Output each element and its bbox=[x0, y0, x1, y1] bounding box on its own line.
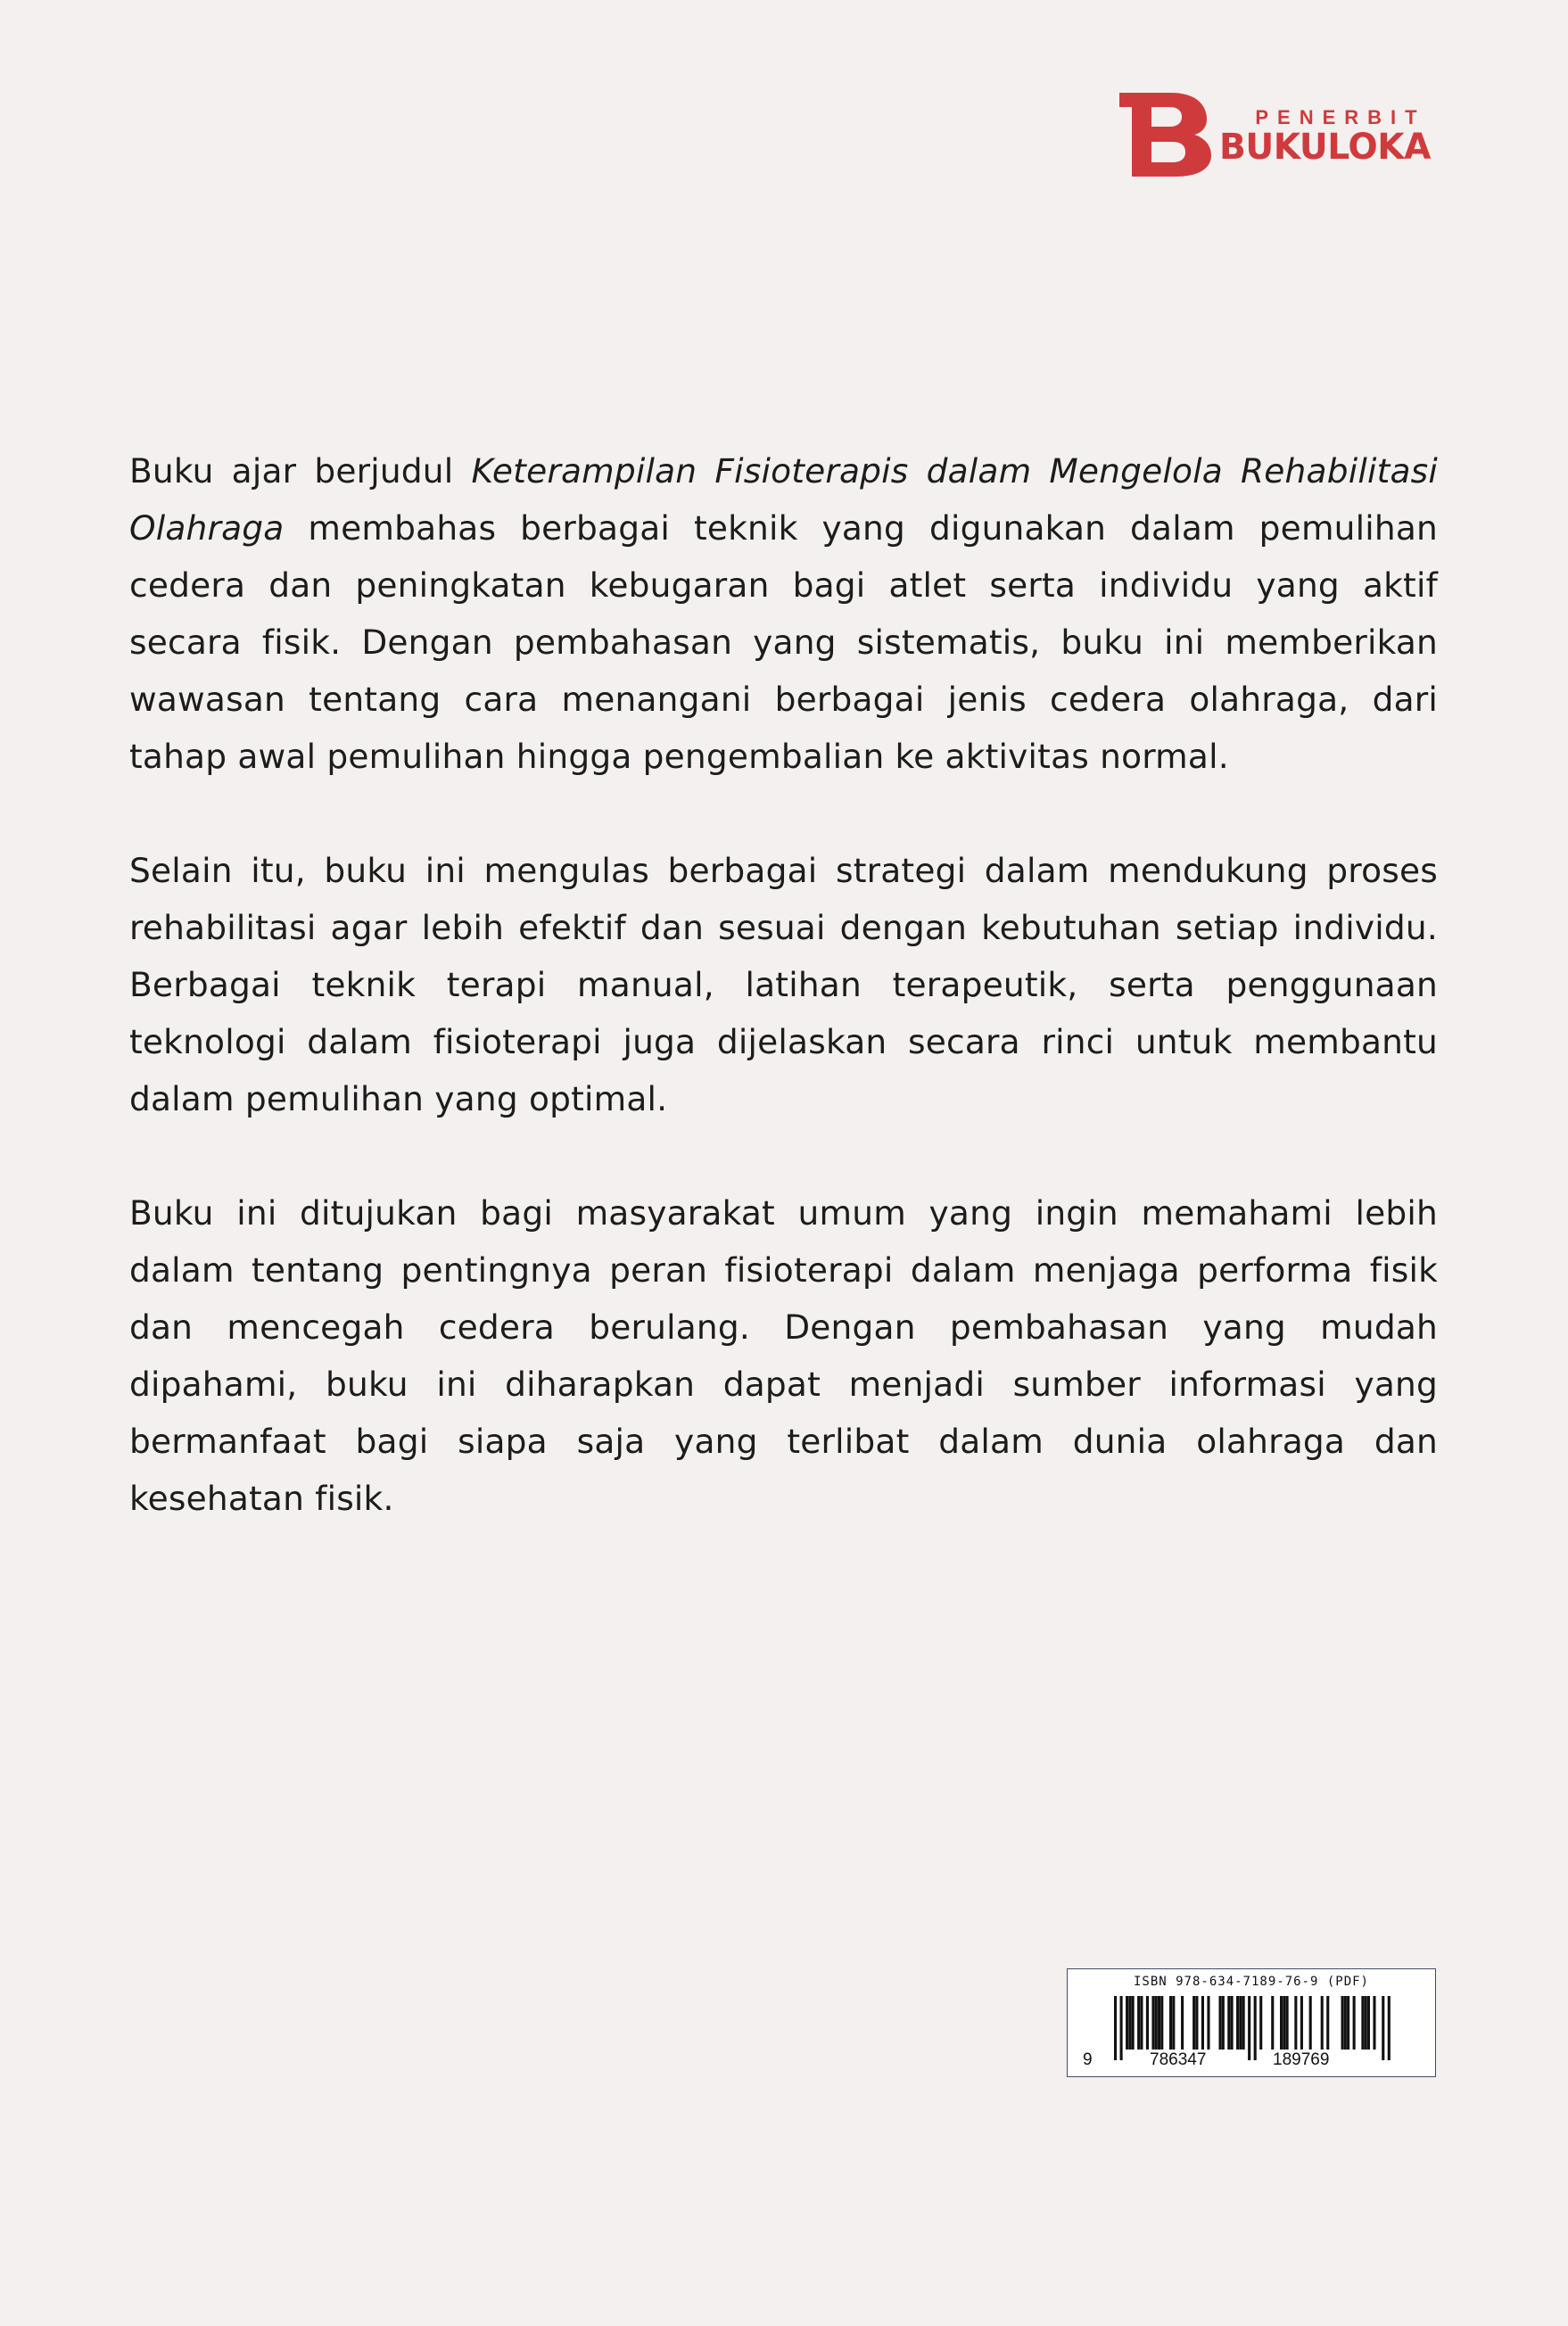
barcode-bar bbox=[1201, 1996, 1204, 2050]
barcode-bar bbox=[1248, 1996, 1250, 2060]
barcode-bar bbox=[1254, 1996, 1257, 2060]
barcode-digits-right: 189769 bbox=[1269, 2051, 1333, 2069]
publisher-logo bbox=[1119, 93, 1439, 177]
barcode-bar bbox=[1181, 1996, 1184, 2050]
barcode-bar bbox=[1373, 1996, 1375, 2050]
barcode-bar bbox=[1151, 1996, 1154, 2050]
barcode-bar bbox=[1160, 1996, 1163, 2050]
description-paragraph-3: Buku ini ditujukan bagi masyarakat umum yang ingin memahami lebih dalam tentang pentingnya peran fisioterapi dalam menjaga performa fisik dan mencegah cedera berulang. Dengan pembahasan yang mudah dipahami, buku ini diharapkan dapat menjadi sumber informasi yang bermanfaat bagi siapa saja yang terlibat dalam dunia olahraga dan kesehatan fisik. bbox=[129, 1193, 1438, 1518]
barcode-bar bbox=[1114, 1996, 1117, 2060]
barcode-bar bbox=[1172, 1996, 1175, 2050]
barcode-bar bbox=[1236, 1996, 1239, 2050]
barcode-bar bbox=[1242, 1996, 1245, 2050]
barcode-digits-left: 786347 bbox=[1146, 2051, 1209, 2069]
description-paragraph-1 bbox=[129, 442, 1438, 785]
barcode-bar bbox=[1222, 1996, 1225, 2050]
barcode-digit-first: 9 bbox=[1083, 2050, 1093, 2069]
barcode-bar bbox=[1309, 1996, 1312, 2050]
barcode-bar bbox=[1367, 1996, 1370, 2050]
barcode-bar bbox=[1341, 1996, 1344, 2050]
barcode-bar bbox=[1365, 1996, 1367, 2050]
book-title: Keterampilan Fisioterapis dalam Mengelola Rehabilitasi Olahraga bbox=[129, 451, 1439, 548]
isbn-label: ISBN 978-634-7189-76-9 (PDF) bbox=[1133, 1975, 1369, 1989]
barcode-bar bbox=[1128, 1996, 1131, 2050]
barcode-bar bbox=[1361, 1996, 1364, 2050]
barcode-bar bbox=[1207, 1996, 1209, 2050]
paragraph-1-lead: Buku ajar berjudul bbox=[129, 451, 472, 491]
barcode-bar bbox=[1321, 1996, 1324, 2050]
publisher-label-big: BUKULOKA bbox=[1219, 127, 1431, 168]
barcode-bar bbox=[1283, 1996, 1285, 2050]
book-description bbox=[129, 442, 1438, 1527]
barcode-bar bbox=[1239, 1996, 1242, 2050]
barcode-bar bbox=[1294, 1996, 1297, 2050]
barcode-bar bbox=[1169, 1996, 1172, 2050]
barcode-bar bbox=[1140, 1996, 1143, 2050]
barcode-bar bbox=[1126, 1996, 1128, 2050]
barcode-bar bbox=[1231, 1996, 1234, 2050]
barcode-bar bbox=[1326, 1996, 1329, 2050]
description-paragraph-2: Selain itu, buku ini mengulas berbagai strategi dalam mendukung proses rehabilitasi agar lebih efektif dan sesuai dengan kebutuhan setiap individu. Berbagai teknik terapi manual, latihan terapeutik, serta penggunaan teknologi dalam fisioterapi juga dijelaskan secara rinci untuk membantu dalam pemulihan yang optimal. bbox=[129, 851, 1438, 1118]
publisher-label-small: PENERBIT bbox=[1255, 106, 1426, 128]
isbn-barcode-box bbox=[1067, 1968, 1436, 2077]
barcode-bar bbox=[1155, 1996, 1158, 2050]
barcode-bar bbox=[1218, 1996, 1221, 2050]
barcode-bar bbox=[1286, 1996, 1289, 2050]
barcode-bar bbox=[1347, 1996, 1349, 2050]
barcode-bar bbox=[1158, 1996, 1160, 2050]
barcode-bar bbox=[1259, 1996, 1262, 2050]
bukuloka-b-logo-icon bbox=[1119, 93, 1219, 177]
barcode-bar bbox=[1353, 1996, 1356, 2050]
barcode-bar bbox=[1388, 1996, 1391, 2060]
barcode-bar bbox=[1195, 1996, 1198, 2050]
barcode-bar bbox=[1146, 1996, 1149, 2050]
barcode-bar bbox=[1120, 1996, 1123, 2060]
barcode-bar bbox=[1382, 1996, 1384, 2060]
paragraph-1-rest: membahas berbagai teknik yang digunakan dalam pemulihan cedera dan peningkatan kebugaran bagi atlet serta individu yang aktif secara fisik. Dengan pembahasan yang sistematis, buku ini memberikan wawasan tentang cara menangani berbagai jenis cedera olahraga, dari tahap awal pemulihan hingga pengembalian ke aktivitas normal. bbox=[129, 508, 1438, 776]
barcode-bar bbox=[1137, 1996, 1140, 2050]
barcode-bar bbox=[1132, 1996, 1135, 2050]
barcode-bar bbox=[1300, 1996, 1303, 2050]
barcode-bar bbox=[1280, 1996, 1283, 2050]
barcode-bar bbox=[1344, 1996, 1347, 2050]
barcode-bar bbox=[1193, 1996, 1195, 2050]
barcode-bar bbox=[1271, 1996, 1274, 2050]
barcode-bar bbox=[1227, 1996, 1230, 2050]
